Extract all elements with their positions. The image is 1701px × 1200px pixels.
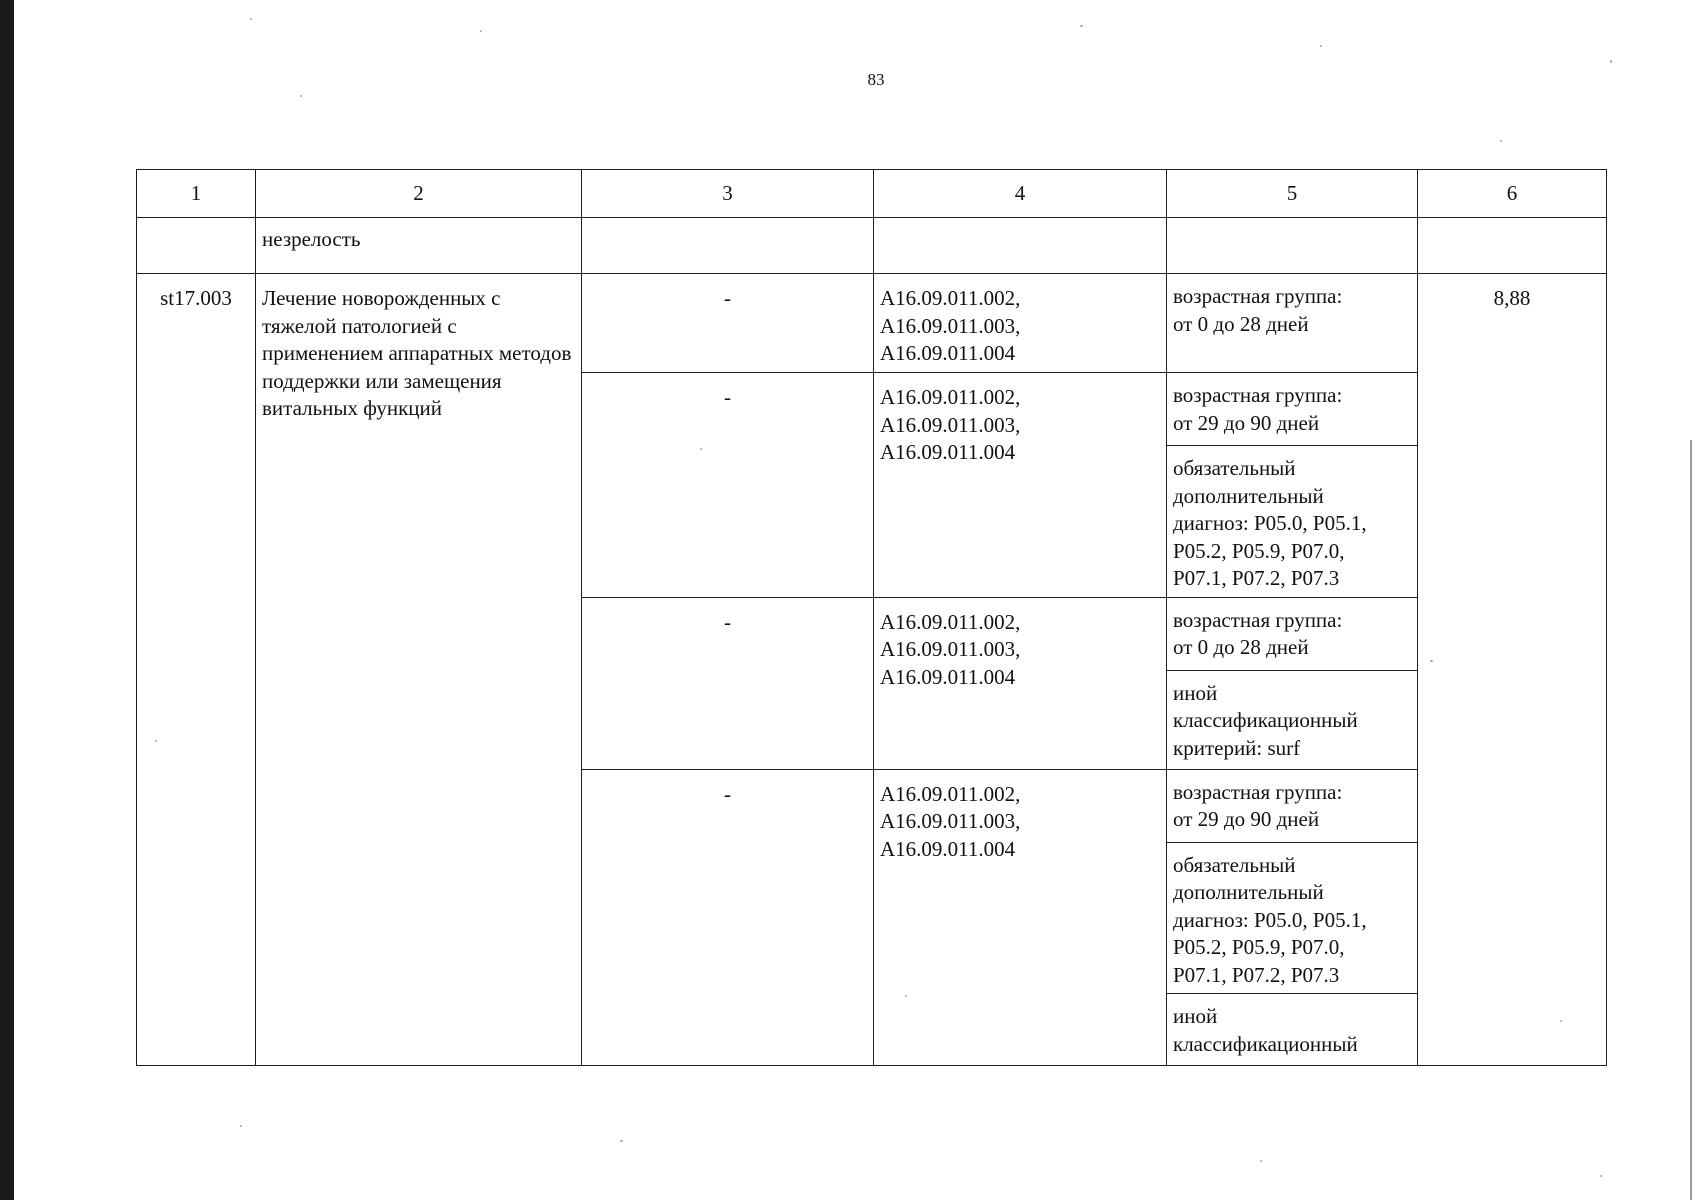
table-row: [137, 274, 1607, 373]
main-diagnosis-code: -: [582, 373, 874, 598]
scan-left-edge: [0, 0, 14, 1200]
empty-cell: [1418, 218, 1607, 274]
service-codes: A16.09.011.002, A16.09.011.003, A16.09.011.004: [874, 769, 1167, 1066]
criterion: возрастная группа: от 29 до 90 дней: [1167, 373, 1418, 446]
header-row: [137, 170, 1607, 218]
coefficient: 8,88: [1418, 274, 1607, 1066]
empty-cell: [874, 218, 1167, 274]
criterion: иной классификационный: [1167, 994, 1418, 1066]
main-diagnosis-code: -: [582, 597, 874, 769]
main-diagnosis-code: -: [582, 769, 874, 1066]
continuation-row: [137, 218, 1607, 274]
service-codes: A16.09.011.002, A16.09.011.003, A16.09.011.004: [874, 274, 1167, 373]
group-code: st17.003: [137, 274, 256, 1066]
criterion: обязательный дополнительный диагноз: P05.0, P05.1, P05.2, P05.9, P07.0, P07.1, P07.2, P07.3: [1167, 842, 1418, 994]
criterion: возрастная группа: от 29 до 90 дней: [1167, 769, 1418, 842]
page-number: 83: [867, 70, 885, 89]
criterion: обязательный дополнительный диагноз: P05.0, P05.1, P05.2, P05.9, P07.0, P07.1, P07.2, P07.3: [1167, 446, 1418, 598]
criterion: возрастная группа: от 0 до 28 дней: [1167, 274, 1418, 373]
empty-cell: [1167, 218, 1418, 274]
empty-cell: [137, 218, 256, 274]
column-header-5: 5: [1167, 170, 1418, 218]
column-header-2: 2: [256, 170, 582, 218]
criterion: иной классификационный критерий: surf: [1167, 670, 1418, 769]
service-codes: A16.09.011.002, A16.09.011.003, A16.09.011.004: [874, 597, 1167, 769]
tariff-table: [136, 169, 1607, 1066]
main-diagnosis-code: -: [582, 274, 874, 373]
column-header-6: 6: [1418, 170, 1607, 218]
column-header-3: 3: [582, 170, 874, 218]
column-header-1: 1: [137, 170, 256, 218]
continuation-text: незрелость: [256, 218, 582, 274]
group-name: Лечение новорожденных с тяжелой патологией с применением аппаратных методов поддержки или замещения витальных функций: [256, 274, 582, 1066]
scan-right-edge: [1690, 440, 1692, 1200]
empty-cell: [582, 218, 874, 274]
criterion: возрастная группа: от 0 до 28 дней: [1167, 597, 1418, 670]
column-header-4: 4: [874, 170, 1167, 218]
service-codes: A16.09.011.002, A16.09.011.003, A16.09.011.004: [874, 373, 1167, 598]
